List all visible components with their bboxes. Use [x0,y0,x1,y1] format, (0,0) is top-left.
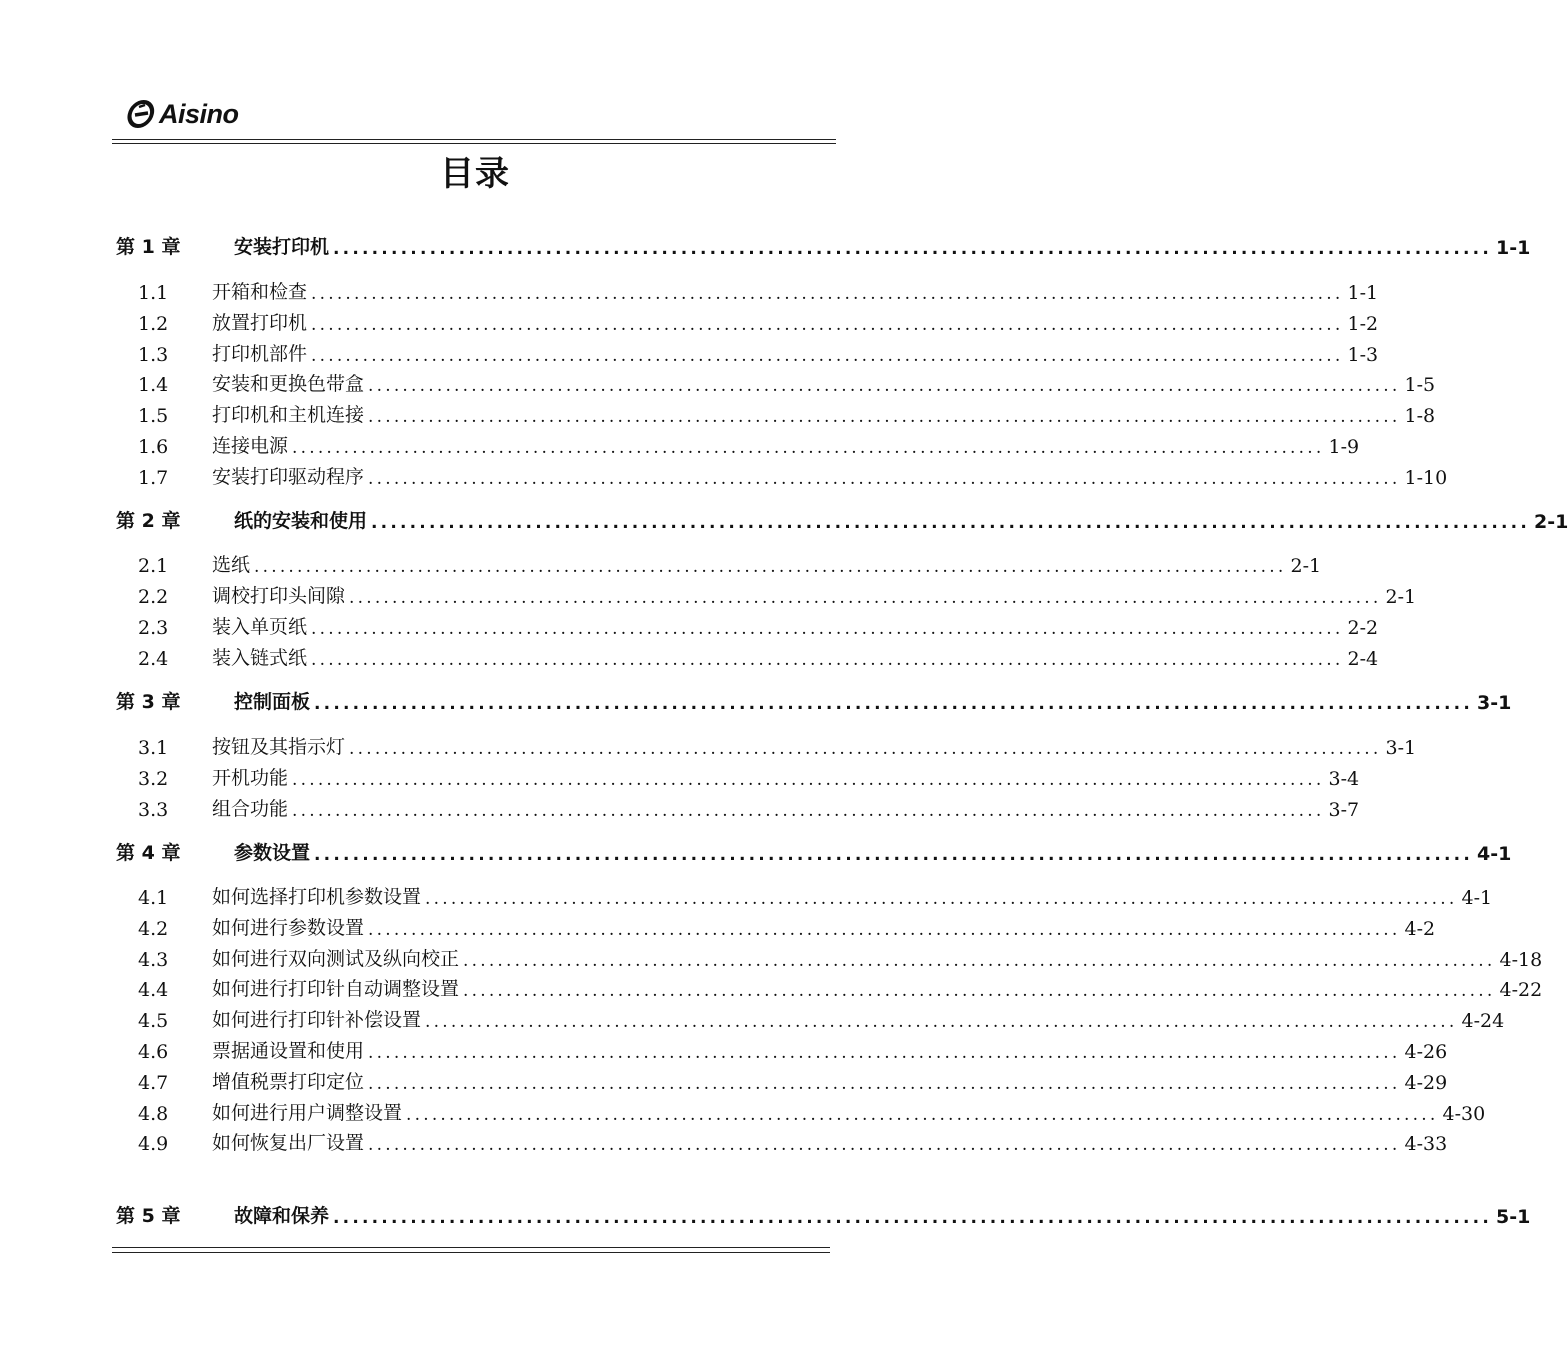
chapter-number: 第 2 章 [116,510,181,532]
toc-section-row[interactable] [116,973,1543,1001]
section-number: 1.6 [138,436,169,458]
page-number: 1-10 [1404,467,1448,489]
dot-leader: ........................................................................................................................ [368,1135,1401,1155]
section-title: 票据通设置和使用 [212,1040,365,1062]
toc-section-row[interactable] [116,430,1360,458]
dot-leader: ........................................................................................................................ [333,1208,1492,1228]
section-number: 3.1 [138,737,169,759]
toc-section-row[interactable] [116,611,1379,639]
chapter-title: 参数设置 [234,842,311,864]
dot-leader: ........................................................................................................................ [333,239,1492,259]
section-number: 2.4 [138,648,169,670]
toc-section-row[interactable] [116,793,1360,821]
page-number: 4-1 [1461,887,1493,909]
toc-chapter-row[interactable] [116,837,1512,865]
toc-section-row[interactable] [116,881,1493,909]
section-number: 4.2 [138,918,169,940]
dot-leader: ........................................................................................................................ [292,438,1325,458]
toc-section-row[interactable] [116,912,1436,940]
toc-section-row[interactable] [116,276,1379,304]
section-number: 1.3 [138,344,169,366]
dot-leader: ........................................................................................................................ [311,619,1344,639]
section-title: 组合功能 [212,798,289,820]
chapter-number: 第 5 章 [116,1205,181,1227]
section-number: 4.3 [138,949,169,971]
toc-chapter-row[interactable] [116,1200,1531,1228]
chapter-number: 第 1 章 [116,236,181,258]
section-title: 按钮及其指示灯 [212,736,346,758]
page-number: 4-29 [1404,1072,1448,1094]
logo-text: Aisino [159,98,239,129]
dot-leader: ........................................................................................................................ [425,889,1458,909]
section-title: 装入单页纸 [212,616,308,638]
section-number: 4.1 [138,887,169,909]
toc-chapter-row[interactable] [116,231,1531,259]
dot-leader: ........................................................................................................................ [425,1012,1458,1032]
section-title: 开箱和检查 [212,281,308,303]
section-title: 增值税票打印定位 [212,1071,365,1093]
page-number: 5-1 [1495,1206,1531,1228]
page-number: 3-4 [1328,768,1360,790]
section-number: 4.6 [138,1041,169,1063]
toc-chapter-row[interactable] [116,686,1512,714]
page-number: 3-7 [1328,799,1360,821]
section-number: 1.5 [138,405,169,427]
section-number: 1.1 [138,282,169,304]
footer-rule [112,1247,830,1248]
section-number: 3.3 [138,799,169,821]
page-number: 1-3 [1347,344,1379,366]
dot-leader: ........................................................................................................................ [314,694,1473,714]
dot-leader: ........................................................................................................................ [368,1043,1401,1063]
dot-leader: ........................................................................................................................ [368,407,1401,427]
dot-leader: ........................................................................................................................ [254,557,1287,577]
dot-leader: ........................................................................................................................ [371,513,1530,533]
dot-leader: ........................................................................................................................ [311,315,1344,335]
dot-leader: ........................................................................................................................ [349,588,1382,608]
page-number: 1-1 [1347,282,1379,304]
dot-leader: ........................................................................................................................ [463,981,1496,1001]
page-number: 3-1 [1476,692,1512,714]
toc-section-row[interactable] [116,943,1543,971]
chapter-title: 控制面板 [234,691,311,713]
section-number: 4.5 [138,1010,169,1032]
dot-leader: ........................................................................................................................ [311,346,1344,366]
section-number: 2.3 [138,617,169,639]
section-title: 装入链式纸 [212,647,308,669]
section-number: 2.2 [138,586,169,608]
dot-leader: ........................................................................................................................ [368,920,1401,940]
toc-section-row[interactable] [116,307,1379,335]
dot-leader: ........................................................................................................................ [311,650,1344,670]
chapter-title: 纸的安装和使用 [234,510,368,532]
footer-rule-thin [112,1252,830,1253]
section-title: 如何选择打印机参数设置 [212,886,422,908]
section-number: 4.7 [138,1072,169,1094]
page-title: 目录 [440,154,510,194]
section-title: 如何恢复出厂设置 [212,1132,365,1154]
dot-leader: ........................................................................................................................ [292,770,1325,790]
chapter-title: 安装打印机 [234,236,330,258]
section-title: 如何进行双向测试及纵向校正 [212,948,460,970]
page-number: 2-1 [1533,511,1568,533]
section-title: 如何进行打印针补偿设置 [212,1009,422,1031]
section-title: 安装和更换色带盒 [212,373,365,395]
section-title: 选纸 [212,554,251,576]
dot-leader: ........................................................................................................................ [368,469,1401,489]
toc-section-row[interactable] [116,1127,1448,1155]
section-title: 安装打印驱动程序 [212,466,365,488]
section-number: 4.9 [138,1133,169,1155]
chapter-number: 第 3 章 [116,691,181,713]
toc-section-row[interactable] [116,1004,1505,1032]
toc-section-row[interactable] [116,580,1417,608]
section-number: 2.1 [138,555,169,577]
page-number: 1-8 [1404,405,1436,427]
chapter-number: 第 4 章 [116,842,181,864]
toc-section-row[interactable] [116,762,1360,790]
section-title: 开机功能 [212,767,289,789]
toc-section-row[interactable] [116,338,1379,366]
page-number: 4-30 [1442,1103,1486,1125]
section-title: 打印机和主机连接 [212,404,365,426]
dot-leader: ........................................................................................................................ [406,1105,1439,1125]
chapter-title: 故障和保养 [234,1205,330,1227]
toc-section-row[interactable] [116,731,1417,759]
toc-section-row[interactable] [116,1066,1448,1094]
page-number: 4-26 [1404,1041,1448,1063]
section-title: 打印机部件 [212,343,308,365]
section-number: 4.8 [138,1103,169,1125]
page-number: 1-5 [1404,374,1436,396]
section-number: 1.4 [138,374,169,396]
toc-section-row[interactable] [116,642,1379,670]
page-number: 1-9 [1328,436,1360,458]
section-title: 如何进行用户调整设置 [212,1102,403,1124]
page-number: 3-1 [1385,737,1417,759]
page-number: 2-1 [1290,555,1322,577]
page-number: 4-2 [1404,918,1436,940]
dot-leader: ........................................................................................................................ [311,284,1344,304]
page-number: 4-33 [1404,1133,1448,1155]
dot-leader: ........................................................................................................................ [292,801,1325,821]
toc-section-row[interactable] [116,549,1322,577]
dot-leader: ........................................................................................................................ [368,376,1401,396]
dot-leader: ........................................................................................................................ [314,845,1473,865]
page-number: 4-22 [1499,979,1543,1001]
page-number: 4-24 [1461,1010,1505,1032]
page-number: 4-18 [1499,949,1543,971]
section-title: 如何进行打印针自动调整设置 [212,978,460,1000]
page-number: 2-1 [1385,586,1417,608]
section-number: 1.7 [138,467,169,489]
page-number: 4-1 [1476,843,1512,865]
section-number: 3.2 [138,768,169,790]
toc-section-row[interactable] [116,1035,1448,1063]
section-title: 调校打印头间隙 [212,585,346,607]
section-number: 4.4 [138,979,169,1001]
page-number: 2-4 [1347,648,1379,670]
toc-section-row[interactable] [116,1097,1486,1125]
toc-section-row[interactable] [116,399,1436,427]
page-number: 2-2 [1347,617,1379,639]
dot-leader: ........................................................................................................................ [368,1074,1401,1094]
section-title: 连接电源 [212,435,289,457]
toc-section-row[interactable] [116,461,1448,489]
toc-section-row[interactable] [116,368,1436,396]
toc-chapter-row[interactable] [116,505,1568,533]
page-number: 1-2 [1347,313,1379,335]
dot-leader: ........................................................................................................................ [463,951,1496,971]
section-title: 如何进行参数设置 [212,917,365,939]
section-number: 1.2 [138,313,169,335]
dot-leader: ........................................................................................................................ [349,739,1382,759]
page-number: 1-1 [1495,237,1531,259]
section-title: 放置打印机 [212,312,308,334]
